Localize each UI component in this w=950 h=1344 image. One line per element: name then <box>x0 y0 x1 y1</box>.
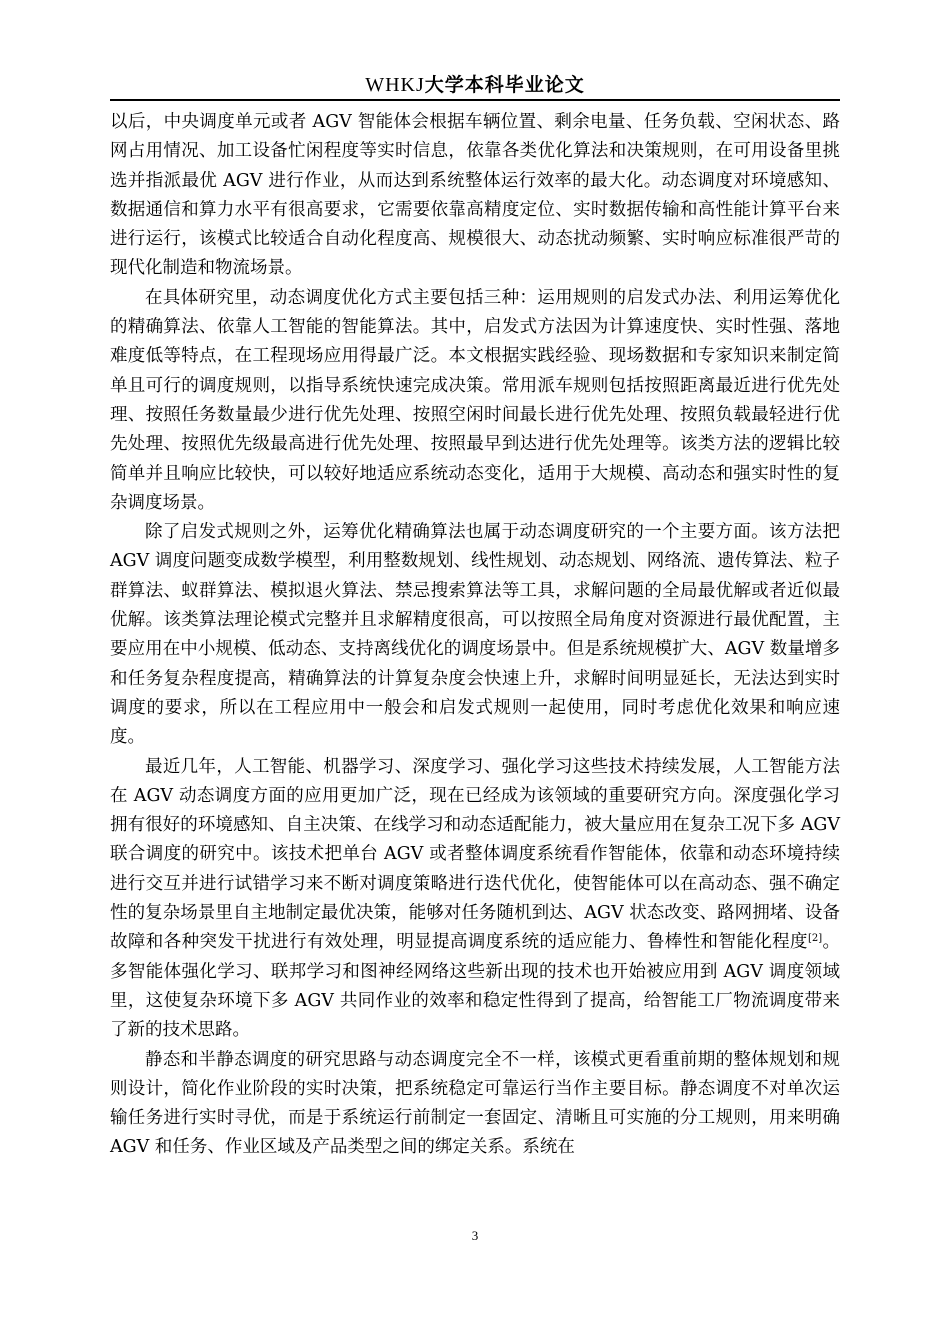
page-number: 3 <box>471 1228 479 1243</box>
paragraph-4-continuation: 。多智能体强化学习、联邦学习和图神经网络这些新出现的技术也开始被应用到 AGV 调度领域里，这使复杂环境下多 AGV 共同作业的效率和稳定性得到了提高，给智能工厂物流调度带来了新的技术思路。 <box>110 932 841 1041</box>
citation-marker[interactable]: [2] <box>807 933 823 945</box>
paragraph-5: 静态和半静态调度的研究思路与动态调度完全不一样，该模式更看重前期的整体规划和规则设计，简化作业阶段的实时决策，把系统稳定可靠运行当作主要目标。静态调度不对单次运输任务进行实时寻优，而是于系统运行前制定一套固定、清晰且可实施的分工规则，用来明确 AGV 和任务、作业区域及产品类型之间的绑定关系。系统在 <box>110 1049 840 1158</box>
paragraph-2: 在具体研究里，动态调度优化方式主要包括三种：运用规则的启发式办法、利用运筹优化的精确算法、依靠人工智能的智能算法。其中，启发式方法因为计算速度快、实时性强、落地难度低等特点，在工程现场应用得最广泛。本文根据实践经验、现场数据和专家知识来制定简单且可行的调度规则，以指导系统快速完成决策。常用派车规则包括按照距离最近进行优先处理、按照任务数量最少进行优先处理、按照空闲时间最长进行优先处理、按照负载最轻进行优先处理、按照优先级最高进行优先处理、按照最早到达进行优先处理等。该类方法的逻辑比较简单并且响应比较快，可以较好地适应系统动态变化，适用于大规模、高动态和强实时性的复杂调度场景。 <box>110 287 840 513</box>
header-institution-code: WHKJ <box>365 74 425 96</box>
header-title: 大学本科毕业论文 <box>424 74 585 96</box>
paragraph-4 <box>110 753 840 1046</box>
paragraph-4-text: 最近几年，人工智能、机器学习、深度学习、强化学习这些技术持续发展，人工智能方法在 AGV 动态调度方面的应用更加广泛，现在已经成为该领域的重要研究方向。深度强化学习拥有很好的环境感知、自主决策、在线学习和动态适配能力，被大量应用在复杂工况下多 AGV 联合调度的研究中。该技术把单台 AGV 或者整体调度系统看作智能体，依靠和动态环境持续进行交互并进行试错学习来不断对调度策略进行迭代优化，使智能体可以在高动态、强不确定性的复杂场景里自主地制定最优决策，能够对任务随机到达、AGV 状态改变、路网拥堵、设备故障和各种突发干扰进行有效处理，明显提高调度系统的适应能力、鲁棒性和智能化程度 <box>110 756 840 953</box>
paragraph-1: 以后，中央调度单元或者 AGV 智能体会根据车辆位置、剩余电量、任务负载、空闲状态、路网占用情况、加工设备忙闲程度等实时信息，依靠各类优化算法和决策规则，在可用设备里挑选并指派最优 AGV 进行作业，从而达到系统整体运行效率的最大化。动态调度对环境感知、数据通信和算力水平有很高要求，它需要依靠高精度定位、实时数据传输和高性能计算平台来进行运行，该模式比较适合自动化程度高、规模很大、动态扰动频繁、实时响应标准很严苛的现代化制造和物流场景。 <box>110 112 840 279</box>
running-header <box>110 70 840 99</box>
body-text <box>110 108 840 1163</box>
paragraph-3: 除了启发式规则之外，运筹优化精确算法也属于动态调度研究的一个主要方面。该方法把 AGV 调度问题变成数学模型，利用整数规划、线性规划、动态规划、网络流、遗传算法、粒子群算法、蚁群算法、模拟退火算法、禁忌搜索算法等工具，求解问题的全局最优解或者近似最优解。该类算法理论模式完整并且求解精度很高，可以按照全局角度对资源进行最优配置，主要应用在中小规模、低动态、支持离线优化的调度场景中。但是系统规模扩大、AGV 数量增多和任务复杂程度提高，精确算法的计算复杂度会快速上升，求解时间明显延长，无法达到实时调度的要求，所以在工程应用中一般会和启发式规则一起使用，同时考虑优化效果和响应速度。 <box>110 522 840 748</box>
header-rule <box>110 99 840 101</box>
